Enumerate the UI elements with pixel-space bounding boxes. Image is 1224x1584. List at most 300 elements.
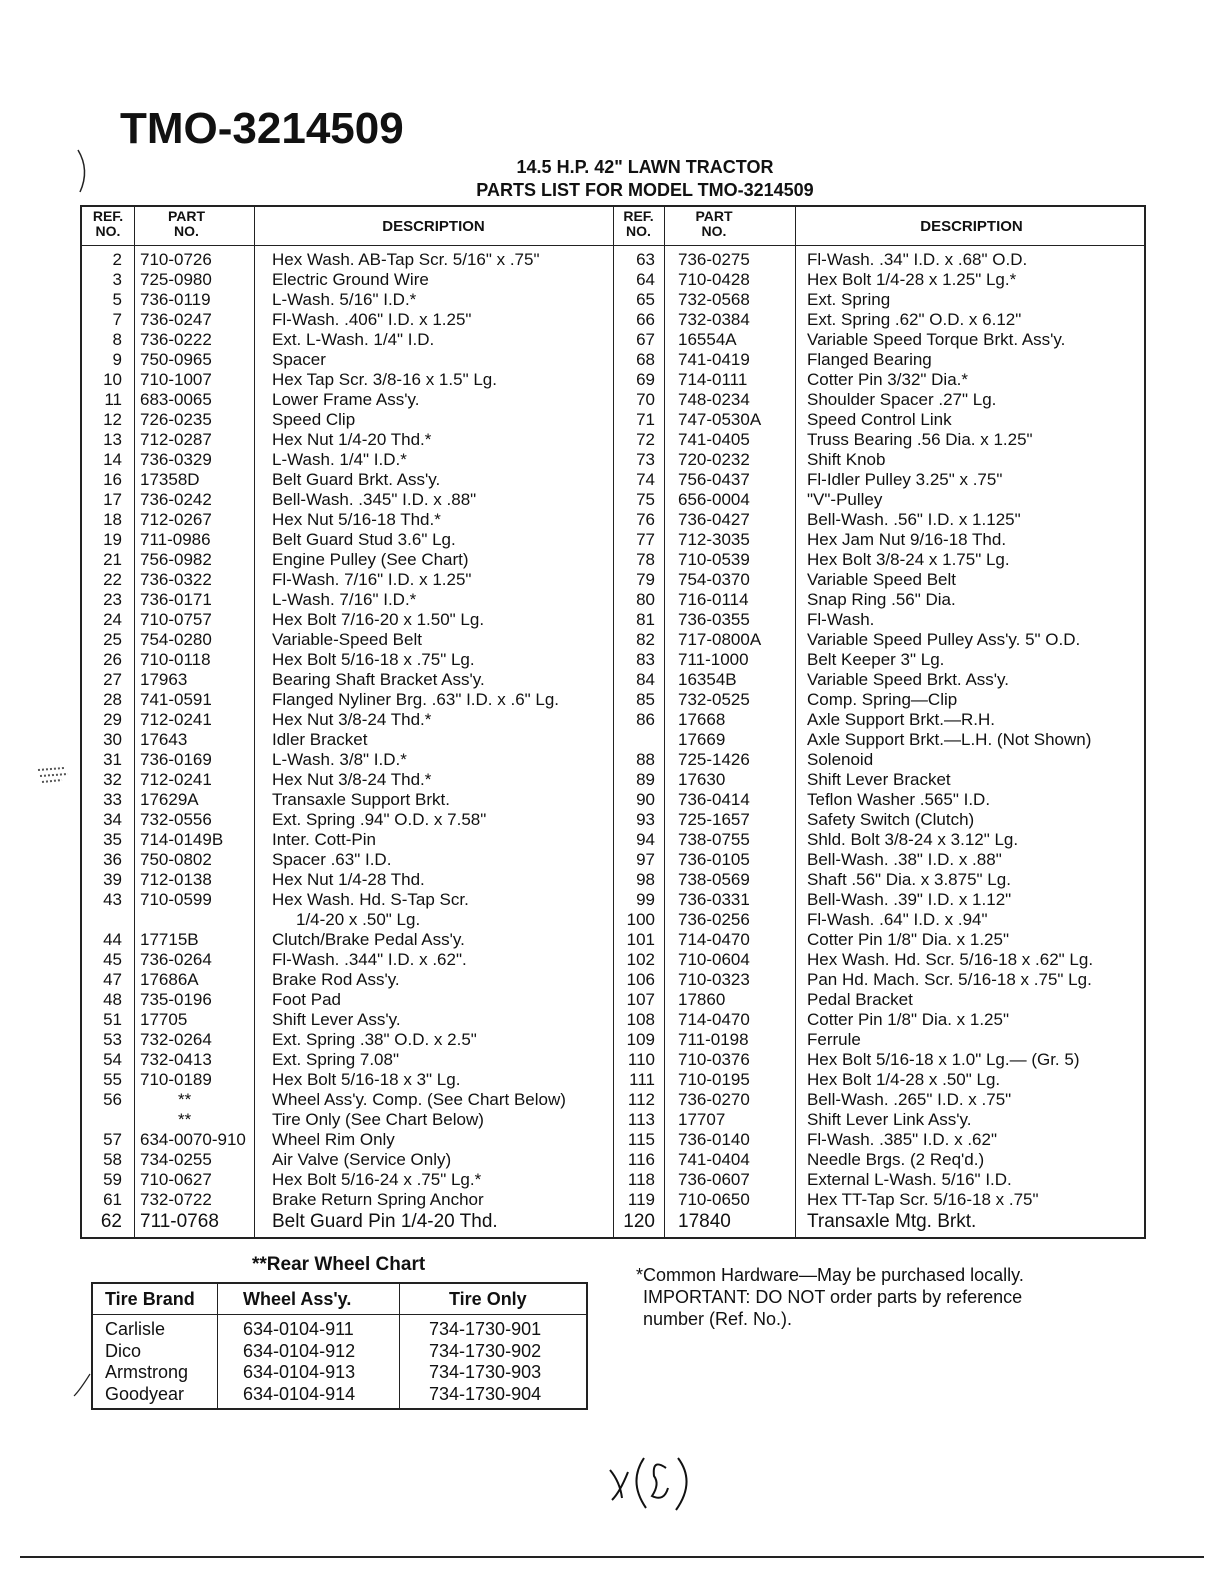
part-number: 736-0264 [140,950,212,969]
parts-row [82,410,1144,430]
ref-number: 33 [103,790,122,809]
ref-number: 110 [627,1050,655,1069]
part-description: Hex Bolt 5/16-18 x 1.0" Lg.— (Gr. 5) [807,1050,1080,1069]
part-number: 732-0525 [678,690,750,709]
part-number: 712-3035 [678,530,750,549]
wheel-chart-row [93,1318,586,1340]
parts-row [82,470,1144,490]
ref-number: 47 [103,970,122,989]
ref-number: 88 [636,750,655,769]
part-number: 712-0241 [140,710,212,729]
parts-row [82,1170,1144,1190]
ref-number: 112 [627,1090,655,1109]
part-description: Belt Guard Stud 3.6" Lg. [272,530,456,549]
part-number: 710-0323 [678,970,750,989]
ref-number: 78 [636,550,655,569]
part-number: 17860 [678,990,726,1009]
part-number: 754-0280 [140,630,212,649]
ref-number: 118 [627,1170,655,1189]
part-description: Ext. Spring .62" O.D. x 6.12" [807,310,1022,329]
part-description: Teflon Washer .565" I.D. [807,790,991,809]
parts-row [82,330,1144,350]
ref-number: 101 [626,930,655,949]
ref-number: 80 [636,590,655,609]
footnote [636,1264,1096,1330]
wheel-chart-row [93,1361,586,1383]
part-number: 714-0111 [678,370,748,389]
part-description: Safety Switch (Clutch) [807,810,975,829]
margin-tick-mark [70,1370,94,1400]
part-number: 710-0599 [140,890,212,909]
part-number: 736-0169 [140,750,212,769]
part-description: Hex Bolt 5/16-18 x .75" Lg. [272,650,475,669]
parts-row [82,750,1144,770]
part-number: 17715B [140,930,199,949]
ref-number: 71 [636,410,655,429]
handwritten-page-mark [604,1452,696,1514]
part-description: Ext. Spring 7.08" [272,1050,399,1069]
part-description: Needle Brgs. (2 Req'd.) [807,1150,985,1169]
subtitle-product: 14.5 H.P. 42" LAWN TRACTOR [516,157,774,177]
part-description: Pedal Bracket [807,990,913,1009]
part-number: ** [178,1090,192,1109]
ref-number: 113 [627,1110,655,1129]
parts-row [82,570,1144,590]
part-description: Electric Ground Wire [272,270,429,289]
part-description: Truss Bearing .56 Dia. x 1.25" [807,430,1033,449]
parts-row [82,1090,1144,1110]
part-number: 732-0264 [140,1030,212,1049]
part-description: Hex Nut 1/4-20 Thd.* [272,430,432,449]
ref-number: 36 [103,850,122,869]
ref-number: 3 [112,270,122,289]
ref-number: 99 [636,890,655,909]
part-number: 17629A [140,790,199,809]
wheel-chart-header-tire: Tire Only [449,1289,527,1309]
part-description: Bell-Wash. .265" I.D. x .75" [807,1090,1012,1109]
parts-row [82,950,1144,970]
part-number: 754-0370 [678,570,750,589]
part-number: 710-0726 [140,250,212,269]
part-description: Hex Bolt 3/8-24 x 1.75" Lg. [807,550,1010,569]
part-description: Hex Nut 3/8-24 Thd.* [272,770,432,789]
part-number: 656-0004 [678,490,750,509]
ref-number: 54 [103,1050,122,1069]
ref-number: 63 [636,250,655,269]
part-description: Idler Bracket [272,730,368,749]
part-number: 711-0198 [678,1030,749,1049]
part-description: Engine Pulley (See Chart) [272,550,469,569]
part-description: Fl-Idler Pulley 3.25" x .75" [807,470,1003,489]
ref-number: 120 [623,1211,655,1232]
parts-row [82,1150,1144,1170]
ref-number: 10 [103,370,122,389]
parts-row [82,930,1144,950]
part-number: 710-0757 [140,610,212,629]
ref-number: 119 [627,1190,655,1209]
ref-number: 11 [104,390,122,409]
ref-number: 2 [112,250,122,269]
margin-bracket-mark [74,148,94,194]
part-number: 736-0222 [140,330,212,349]
part-description: Fl-Wash. .385" I.D. x .62" [807,1130,997,1149]
part-description: Pan Hd. Mach. Scr. 5/16-18 x .75" Lg. [807,970,1092,989]
ref-number: 35 [103,830,122,849]
part-description: Shift Knob [807,450,886,469]
part-number: 756-0437 [678,470,750,489]
part-description: Bell-Wash. .56" I.D. x 1.125" [807,510,1021,529]
parts-row [82,850,1144,870]
parts-row [82,730,1144,750]
part-number: 736-0171 [140,590,212,609]
part-description: Shift Lever Link Ass'y. [807,1110,972,1129]
part-number: 750-0965 [140,350,212,369]
ref-number: 45 [103,950,122,969]
part-number: 712-0138 [140,870,212,889]
page-bottom-rule [20,1556,1204,1558]
part-number: 712-0267 [140,510,212,529]
parts-row [82,790,1144,810]
parts-row [82,290,1144,310]
part-description: Fl-Wash. .406" I.D. x 1.25" [272,310,472,329]
part-description: Lower Frame Ass'y. [272,390,420,409]
part-number: 736-0275 [678,250,750,269]
part-number: 725-0980 [140,270,212,289]
part-description: Hex Bolt 5/16-24 x .75" Lg.* [272,1170,482,1189]
ref-number: 56 [103,1090,122,1109]
part-description: Hex Bolt 1/4-28 x 1.25" Lg.* [807,270,1017,289]
part-description: Variable Speed Belt [807,570,957,589]
part-description: Hex Tap Scr. 3/8-16 x 1.5" Lg. [272,370,497,389]
part-description: Hex Wash. Hd. Scr. 5/16-18 x .62" Lg. [807,950,1094,969]
ref-number: 68 [636,350,655,369]
ref-number: 7 [112,310,122,329]
ref-number: 100 [626,910,655,929]
ref-number: 31 [103,750,122,769]
part-number: 17707 [678,1110,726,1129]
parts-row [82,810,1144,830]
part-number: 17686A [140,970,199,989]
part-number: 732-0568 [678,290,750,309]
ref-number: 21 [103,550,122,569]
part-description: Hex Nut 1/4-28 Thd. [272,870,425,889]
footnote-line: number (Ref. No.). [643,1309,793,1329]
part-number: 736-0105 [678,850,750,869]
parts-row [82,890,1144,910]
part-number: 734-0255 [140,1150,212,1169]
part-number: 17840 [678,1211,731,1232]
part-number: 17643 [140,730,188,749]
part-description: 1/4-20 x .50" Lg. [296,910,421,929]
parts-row [82,370,1144,390]
ref-number: 90 [636,790,655,809]
parts-row [82,690,1144,710]
header-description-right: DESCRIPTION [920,218,1023,235]
part-description: Bearing Shaft Bracket Ass'y. [272,670,485,689]
ref-number: 76 [636,510,655,529]
part-description: "V"-Pulley [807,490,883,509]
tire-only-part: 734-1730-904 [429,1383,542,1404]
ref-number: 97 [636,850,655,869]
part-number: 736-0242 [140,490,212,509]
ref-number: 74 [636,470,655,489]
tire-brand: Dico [105,1340,142,1361]
ref-number: 94 [636,830,655,849]
part-description: Bell-Wash. .39" I.D. x 1.12" [807,890,1012,909]
part-description: Hex Wash. AB-Tap Scr. 5/16" x .75" [272,250,540,269]
part-description: Variable-Speed Belt [272,630,422,649]
part-description: L-Wash. 3/8" I.D.* [272,750,407,769]
parts-row [82,310,1144,330]
ref-number: 69 [636,370,655,389]
tire-brand: Goodyear [105,1383,185,1404]
ref-number: 72 [636,430,655,449]
part-description: Fl-Wash. [807,610,875,629]
ref-number: 19 [103,530,122,549]
part-number: 750-0802 [140,850,212,869]
parts-row [82,770,1144,790]
parts-row [82,510,1144,530]
ref-number: 51 [103,1010,122,1029]
part-description: Hex Bolt 5/16-18 x 3" Lg. [272,1070,461,1089]
part-description: Axle Support Brkt.—R.H. [807,710,996,729]
part-number: 736-0256 [678,910,750,929]
part-description: Inter. Cott-Pin [272,830,376,849]
ref-number: 107 [626,990,655,1009]
subtitle-parts-list: PARTS LIST FOR MODEL TMO-3214509 [476,180,814,200]
ref-number: 61 [103,1190,122,1209]
ref-number: 55 [103,1070,122,1089]
model-title: TMO-3214509 [120,104,404,153]
part-description: Ext. Spring .94" O.D. x 7.58" [272,810,487,829]
part-description: Spacer .63" I.D. [272,850,392,869]
part-number: 736-0140 [678,1130,750,1149]
part-number: 736-0322 [140,570,212,589]
ref-number: 85 [636,690,655,709]
part-description: Wheel Rim Only [272,1130,395,1149]
ref-number: 102 [626,950,655,969]
part-description: Spacer [272,350,326,369]
part-description: Foot Pad [272,990,341,1009]
ref-number: 18 [103,510,122,529]
part-description: Brake Return Spring Anchor [272,1190,484,1209]
ref-number: 86 [636,710,655,729]
ref-number: 108 [626,1010,655,1029]
part-description: Transaxle Mtg. Brkt. [807,1211,977,1232]
parts-list-table [80,205,1146,1239]
part-number: 732-0413 [140,1050,212,1069]
part-number: 756-0982 [140,550,212,569]
part-description: Fl-Wash. 7/16" I.D. x 1.25" [272,570,472,589]
ref-number: 14 [103,450,122,469]
parts-row [82,270,1144,290]
ref-number: 81 [636,610,655,629]
part-number: 736-0607 [678,1170,750,1189]
ref-number: 8 [112,330,122,349]
part-description: Fl-Wash. .34" I.D. x .68" O.D. [807,250,1028,269]
part-number: 17668 [678,710,726,729]
part-number: 736-0355 [678,610,750,629]
part-description: Shoulder Spacer .27" Lg. [807,390,997,409]
part-description: External L-Wash. 5/16" I.D. [807,1170,1012,1189]
part-description: Wheel Ass'y. Comp. (See Chart Below) [272,1090,566,1109]
wheel-chart-header-brand: Tire Brand [105,1289,195,1309]
header-ref-no-right: REF. NO. [623,208,654,239]
ref-number: 116 [627,1150,655,1169]
ref-number: 29 [103,710,122,729]
part-description: Hex Jam Nut 9/16-18 Thd. [807,530,1007,549]
part-description: Snap Ring .56" Dia. [807,590,956,609]
parts-row [82,830,1144,850]
parts-row [82,590,1144,610]
part-number: 16354B [678,670,737,689]
part-number: 710-0376 [678,1050,750,1069]
part-number: 711-0768 [140,1211,219,1232]
part-number: 17630 [678,770,726,789]
part-number: 716-0114 [678,590,749,609]
part-number: 726-0235 [140,410,212,429]
ref-number: 57 [103,1130,122,1149]
part-description: Hex Nut 5/16-18 Thd.* [272,510,441,529]
ref-number: 65 [636,290,655,309]
part-number: 725-1426 [678,750,750,769]
ref-number: 70 [636,390,655,409]
part-description: Transaxle Support Brkt. [272,790,450,809]
part-description: Axle Support Brkt.—L.H. (Not Shown) [807,730,1092,749]
part-description: Variable Speed Torque Brkt. Ass'y. [807,330,1066,349]
parts-row [82,630,1144,650]
part-description: Hex Nut 3/8-24 Thd.* [272,710,432,729]
parts-row [82,970,1144,990]
part-number: 17705 [140,1010,188,1029]
wheel-chart-header-wheel: Wheel Ass'y. [243,1289,352,1309]
part-description: Hex TT-Tap Scr. 5/16-18 x .75" [807,1190,1039,1209]
part-description: L-Wash. 5/16" I.D.* [272,290,417,309]
ref-number: 82 [636,630,655,649]
footnote-line: IMPORTANT: DO NOT order parts by reference [643,1287,1023,1307]
wheel-assy-part: 634-0104-912 [243,1340,356,1361]
part-description: Clutch/Brake Pedal Ass'y. [272,930,465,949]
ref-number: 58 [103,1150,122,1169]
part-description: Flanged Bearing [807,350,932,369]
ref-number: 39 [103,870,122,889]
part-number: 710-1007 [140,370,212,389]
ref-number: 26 [103,650,122,669]
ref-number: 28 [103,690,122,709]
ref-number: 24 [103,610,122,629]
part-number: 710-0428 [678,270,750,289]
ref-number: 12 [103,410,122,429]
ref-number: 62 [100,1211,122,1232]
ref-number: 84 [636,670,655,689]
part-description: Fl-Wash. .344" I.D. x .62". [272,950,467,969]
ref-number: 13 [103,430,122,449]
ref-number: 30 [103,730,122,749]
ref-number: 79 [636,570,655,589]
ref-number: 89 [636,770,655,789]
part-description: Brake Rod Ass'y. [272,970,400,989]
part-number: 736-0414 [678,790,750,809]
part-number: 741-0419 [678,350,750,369]
part-description: Shift Lever Ass'y. [272,1010,401,1029]
part-number: 741-0405 [678,430,750,449]
ref-number: 27 [103,670,122,689]
part-description: Ext. Spring .38" O.D. x 2.5" [272,1030,477,1049]
part-number: 736-0119 [140,290,211,309]
part-description: Speed Clip [272,410,356,429]
parts-row [82,530,1144,550]
part-number: 17963 [140,670,188,689]
part-number: 714-0470 [678,1010,750,1029]
part-description: Cotter Pin 1/8" Dia. x 1.25" [807,1010,1009,1029]
ref-number: 22 [103,570,122,589]
tire-only-part: 734-1730-901 [429,1319,542,1339]
ref-number: 83 [636,650,655,669]
part-number: 711-1000 [678,650,749,669]
part-number: 711-0986 [140,530,211,549]
part-number: 710-0118 [140,650,211,669]
part-description: Belt Keeper 3" Lg. [807,650,945,669]
ref-number: 32 [103,770,122,789]
part-description: Bell-Wash. .38" I.D. x .88" [807,850,1002,869]
part-description: Shaft .56" Dia. x 3.875" Lg. [807,870,1011,889]
part-description: Speed Control Link [807,410,952,429]
ref-number: 9 [112,350,122,369]
wheel-assy-part: 634-0104-914 [243,1383,356,1404]
part-number: 16554A [678,330,737,349]
parts-row [82,1010,1144,1030]
part-number: 714-0149B [140,830,224,849]
part-number: 710-0195 [678,1070,750,1089]
parts-row [82,1212,1144,1232]
part-number: ** [178,1110,192,1129]
parts-row [82,670,1144,690]
parts-row [82,1110,1144,1130]
ref-number: 5 [112,290,122,309]
ref-number: 98 [636,870,655,889]
parts-row [82,1050,1144,1070]
ref-number: 115 [627,1130,655,1149]
parts-row [82,1070,1144,1090]
part-number: 712-0287 [140,430,212,449]
ref-number: 44 [103,930,122,949]
parts-row [82,870,1144,890]
wheel-assy-part: 634-0104-913 [243,1362,356,1382]
part-number: 736-0427 [678,510,750,529]
ref-number: 34 [103,810,122,829]
part-description: Solenoid [807,750,874,769]
part-number: 710-0539 [678,550,750,569]
part-number: 736-0329 [140,450,212,469]
parts-row [82,1030,1144,1050]
part-description: Comp. Spring—Clip [807,690,958,709]
part-description: Hex Wash. Hd. S-Tap Scr. [272,890,469,909]
wheel-assy-part: 634-0104-911 [243,1319,354,1339]
part-description: Ext. Spring [807,290,891,309]
part-number: 747-0530A [678,410,762,429]
part-number: 710-0189 [140,1070,212,1089]
part-number: 720-0232 [678,450,750,469]
part-description: Ferrule [807,1030,861,1049]
part-description: Ext. L-Wash. 1/4" I.D. [272,330,435,349]
rear-wheel-chart-title: **Rear Wheel Chart [252,1254,426,1275]
part-number: 736-0331 [678,890,750,909]
part-number: 714-0470 [678,930,750,949]
part-description: Air Valve (Service Only) [272,1150,452,1169]
part-description: Shift Lever Bracket [807,770,951,789]
rear-wheel-chart [91,1282,588,1410]
part-description: Cotter Pin 1/8" Dia. x 1.25" [807,930,1009,949]
